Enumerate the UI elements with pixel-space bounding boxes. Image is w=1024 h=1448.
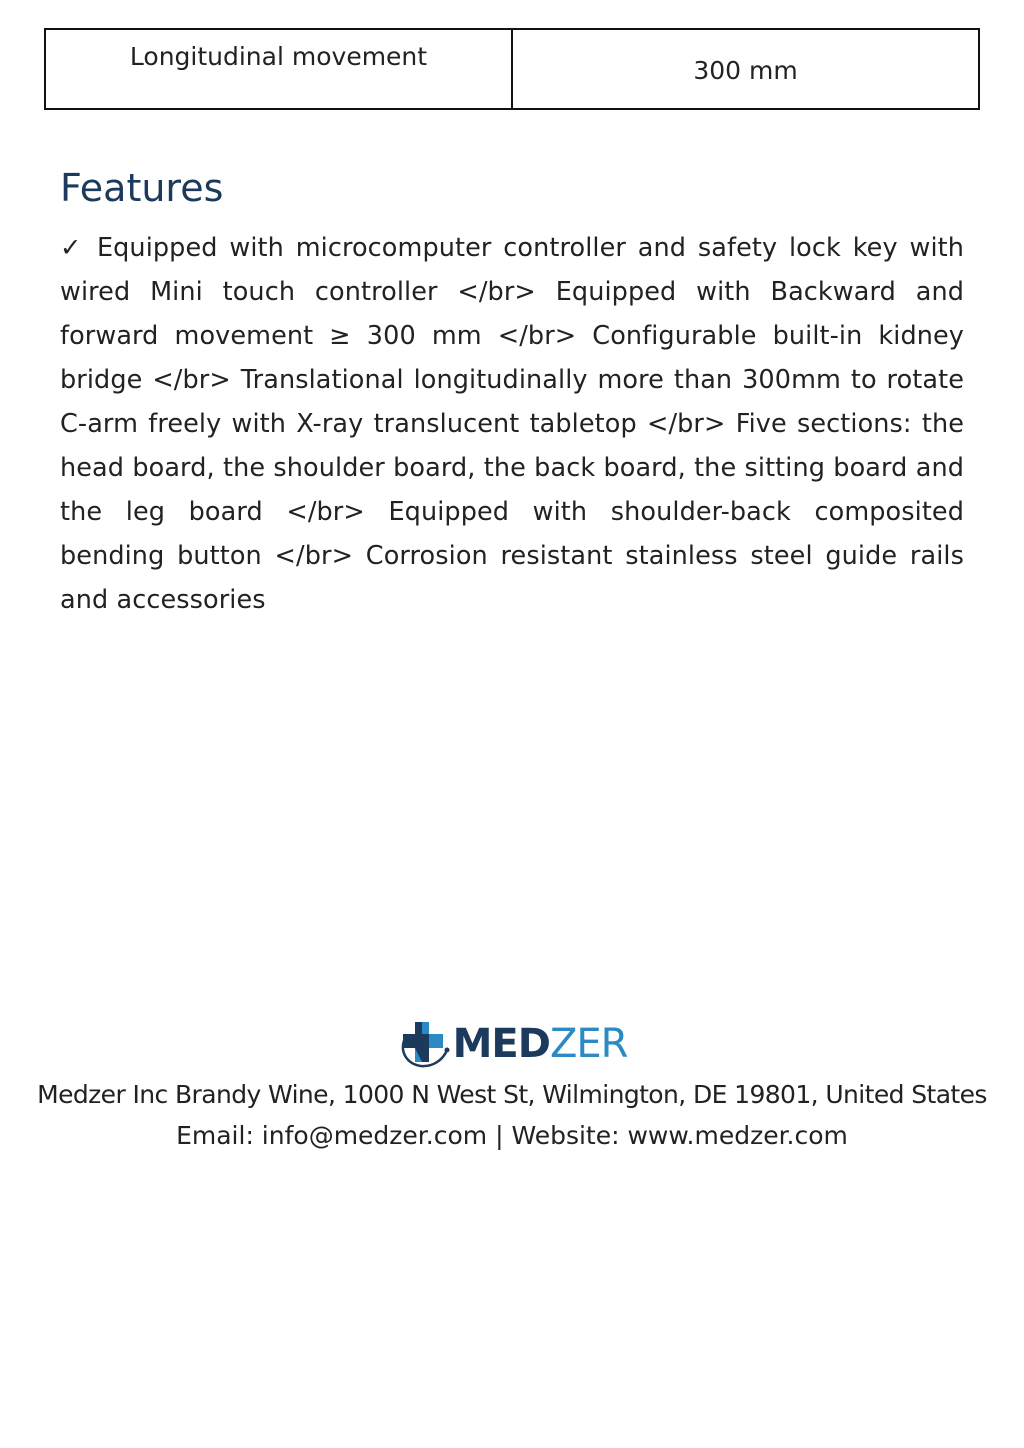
- company-address: [30, 1074, 994, 1115]
- company-address-text: Medzer Inc Brandy Wine, 1000 N West St, Wilmington, DE 19801, United States: [37, 1080, 987, 1109]
- spec-value: 300 mm: [512, 29, 979, 109]
- features-heading: Features: [60, 166, 224, 210]
- table-row: [45, 29, 979, 109]
- logo-text-bold: MED: [452, 1021, 550, 1067]
- features-text: ✓ Equipped with microcomputer controller and safety lock key with wired Mini touch controller </br> Equipped with Backward and forward movement ≥ 300 mm </br> Configurable built-in kidney bridge </br> Translational longitudinally more than 300mm to rotate C-arm freely with X-ray translucent tabletop </br> Five sections: the head board, the shoulder board, the back board, the sitting board and the leg board </br> Equipped with shoulder-back composited bending button </br> Corrosion resistant stainless steel guide rails and accessories: [60, 233, 964, 615]
- spec-table: [44, 28, 980, 110]
- contact-info: Email: info@medzer.com | Website: www.medzer.com: [176, 1121, 848, 1150]
- logo-wordmark: [453, 1016, 628, 1072]
- footer: [30, 1016, 994, 1156]
- spec-label: Longitudinal movement: [45, 29, 512, 109]
- logo-text-light: ZER: [549, 1021, 628, 1067]
- medzer-logo: [397, 1016, 628, 1072]
- medical-cross-icon: [397, 1018, 451, 1070]
